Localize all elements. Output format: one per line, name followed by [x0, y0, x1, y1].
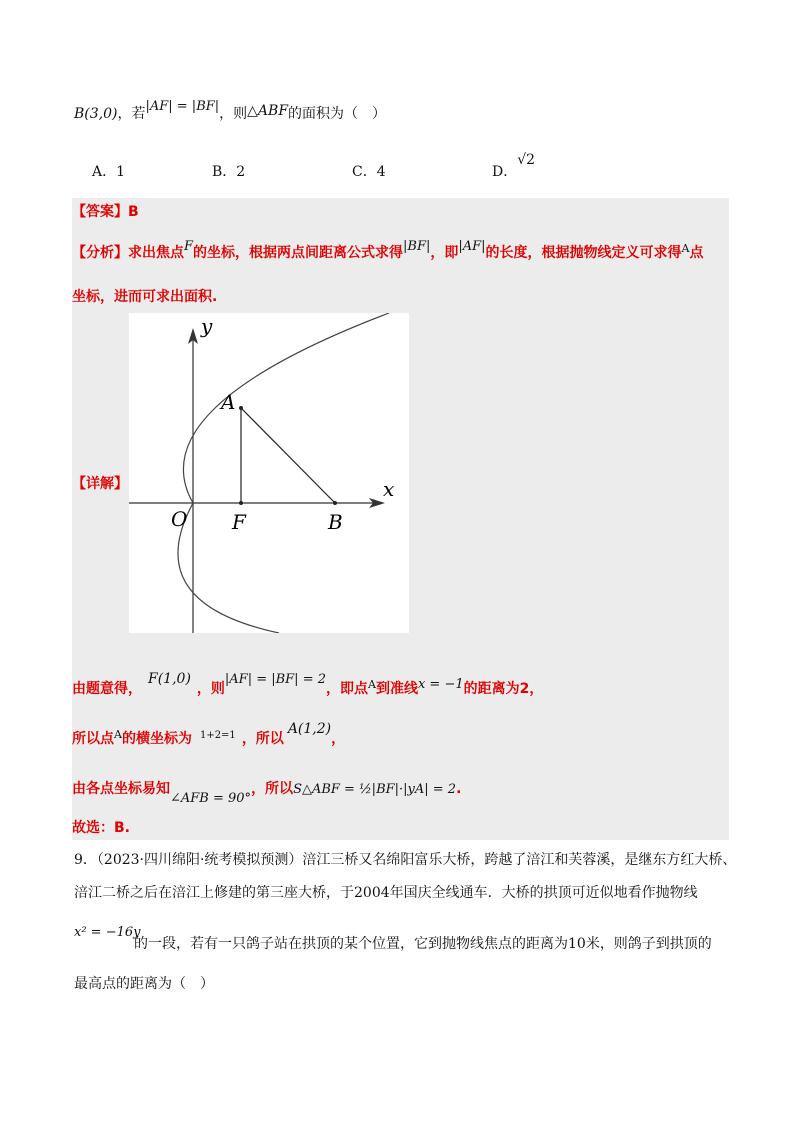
analysis-text-3: ，即: [430, 245, 459, 261]
q9-line-1: [74, 850, 736, 870]
analysis-math-bf: |BF|: [403, 239, 431, 254]
sol1-text-5: 的距离为2，: [463, 681, 544, 697]
detail-tag: [72, 474, 128, 494]
sol1-math-a: A: [368, 678, 376, 691]
sol2-text-1: 所以点: [72, 731, 114, 747]
option-d-label: D．: [492, 164, 518, 180]
condition-math: |AF| = |BF|: [145, 99, 220, 114]
sol3-text-3: .: [456, 781, 462, 797]
option-b[interactable]: [212, 161, 245, 181]
solution-line-3: [72, 779, 462, 806]
parabola-curve: [178, 313, 389, 633]
analysis-math-a: A: [681, 242, 690, 255]
sol2-math-xcoord: 1+2=1: [199, 730, 236, 741]
q9-line-3: [134, 934, 712, 954]
point-f-dot: [239, 501, 243, 505]
point-a-dot: [239, 406, 243, 410]
analysis-text-line2: 坐标，进而可求出面积.: [72, 289, 218, 305]
segment-ab: [241, 408, 335, 503]
sol2-text-4: ，: [331, 731, 346, 747]
sol4-text: 故选：B.: [72, 820, 130, 836]
sol2-text-3: ，所以: [241, 731, 284, 747]
sol1-text-4: 到准线: [375, 681, 418, 697]
q9-math-equation: x² = −16y: [74, 925, 141, 940]
q9-text-3: 的一段，若有一只鸽子站在拱顶的某个位置，它到抛物线焦点的距离为10米，则鸽子到拱顶的: [134, 936, 712, 952]
option-c[interactable]: [352, 161, 386, 181]
sol1-text-3: ，即点: [326, 681, 368, 697]
answer-line: [72, 202, 139, 222]
sol2-text-2: 的横坐标为: [121, 731, 192, 747]
text-if: ，若: [117, 106, 146, 122]
sol2-math-point-a: A(1,2): [287, 721, 332, 737]
option-a[interactable]: [92, 161, 125, 181]
solution-line-4: [72, 818, 130, 838]
sol1-text-2: ，则: [196, 681, 225, 697]
answer-tag: 【答案】: [72, 204, 128, 220]
option-d-math: √2: [517, 152, 536, 168]
point-b-dot: [333, 501, 337, 505]
analysis-math-af: |AF|: [458, 239, 486, 254]
label-f: F: [232, 510, 246, 534]
answer-value: B: [128, 204, 139, 220]
analysis-line-2: [72, 287, 217, 307]
option-a-label: A．1: [92, 164, 126, 180]
label-x: x: [383, 477, 395, 501]
sol2-math-a: A: [114, 728, 122, 741]
analysis-text-4: 的长度，根据抛物线定义可求得: [485, 245, 682, 261]
q9-line-4: [74, 974, 214, 994]
text-ask: 的面积为（ ）: [288, 106, 387, 122]
solution-line-1: [72, 671, 544, 700]
detail-tag-text: 【详解】: [72, 476, 128, 492]
parabola-graph: [129, 313, 409, 633]
q9-text-1: 9．（2023·四川绵阳·统考模拟预测）涪江三桥又名绵阳富乐大桥，跨越了涪江和芙蓉溪，是继东方红大桥、: [74, 852, 737, 868]
label-y: y: [201, 314, 213, 338]
sol3-math-area: S△ABF = ½|BF|·|yA| = 2: [293, 782, 457, 797]
label-b: B: [328, 510, 343, 534]
sol1-math-af-bf: |AF| = |BF| = 2: [224, 672, 326, 687]
label-a: A: [221, 390, 236, 414]
graph-svg: [129, 313, 409, 633]
option-d[interactable]: [492, 152, 536, 181]
solution-line-2: [72, 721, 346, 751]
q9-equation: [74, 922, 140, 943]
sol1-math-directrix: x = −1: [417, 677, 464, 692]
q9-text-4: 最高点的距离为（ ）: [74, 976, 214, 992]
analysis-text-2: 的坐标，根据两点间距离公式求得: [193, 245, 404, 261]
sol1-math-f: F(1,0): [148, 671, 191, 687]
sol1-text-1: 由题意得，: [72, 681, 142, 697]
text-then: ，则: [219, 106, 248, 122]
label-origin: O: [171, 507, 188, 531]
analysis-text-5: 点: [689, 245, 704, 261]
analysis-math-f: F: [184, 239, 194, 254]
analysis-line-1: [72, 239, 704, 264]
q9-text-2: 涪江二桥之后在涪江上修建的第三座大桥，于2004年国庆全线通车．大桥的拱顶可近似地看作抛物线: [74, 885, 698, 901]
analysis-tag: 【分析】: [72, 245, 128, 261]
option-b-label: B．2: [212, 164, 246, 180]
triangle-math: △ABF: [247, 103, 289, 119]
sol3-math-angle: ∠AFB = 90°: [170, 791, 252, 806]
question-top-line: [74, 99, 387, 125]
point-b-math: B(3,0): [74, 106, 118, 122]
sol3-text-2: ，所以: [251, 781, 294, 797]
q9-line-2: [74, 883, 698, 903]
sol3-text-1: 由各点坐标易知: [72, 781, 170, 797]
analysis-text-1: 求出焦点: [128, 245, 184, 261]
option-c-label: C．4: [352, 164, 386, 180]
